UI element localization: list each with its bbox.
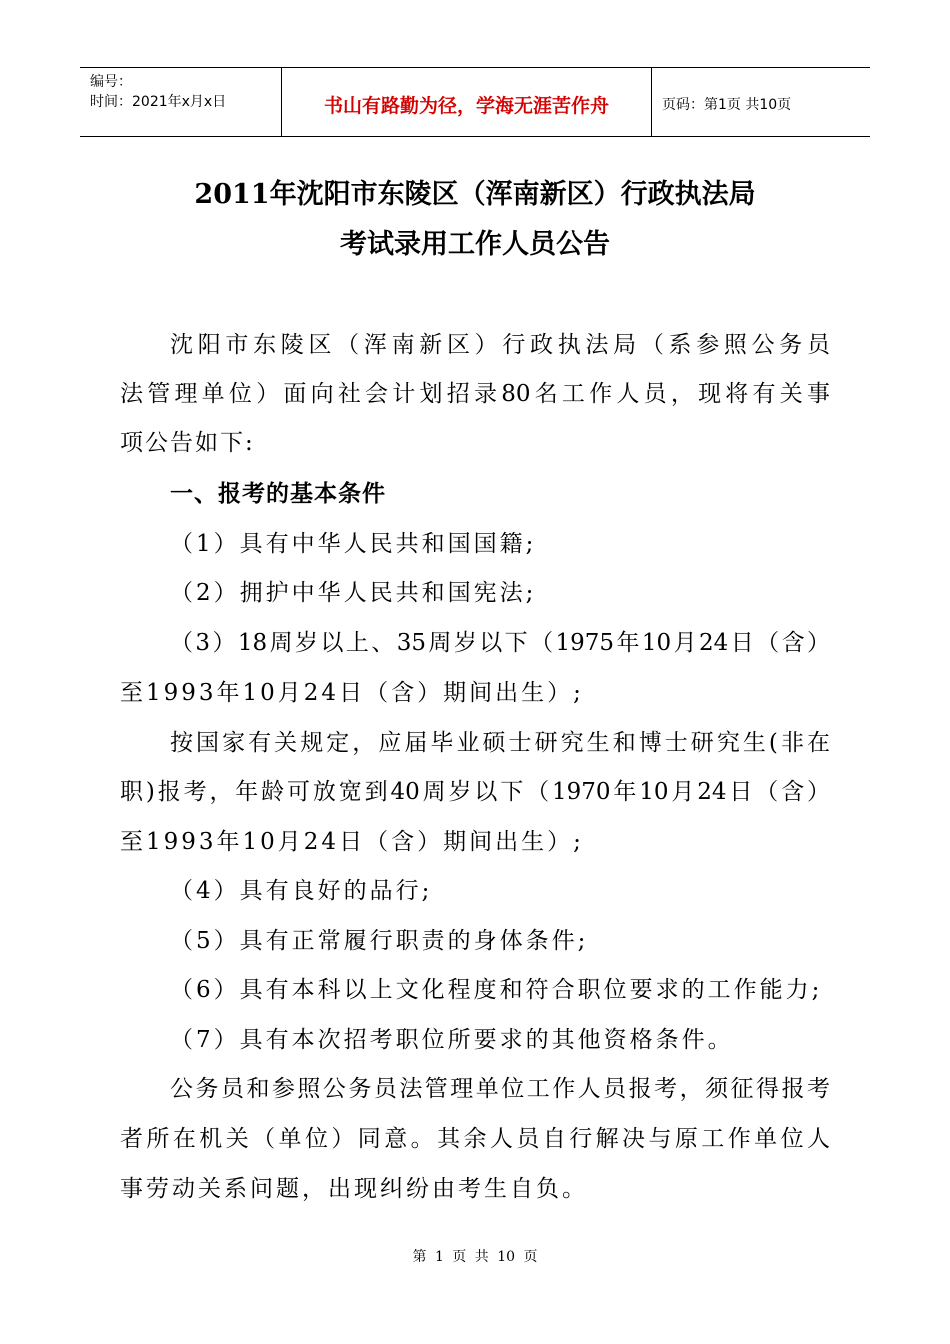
consent-line-1: 公务员和参照公务员法管理单位工作人员报考，须征得报考 [170,1076,830,1102]
condition-5: （5）具有正常履行职责的身体条件; [170,928,589,954]
condition-4: （4）具有良好的品行; [170,878,433,904]
condition-3-line-2: 至1993年10月24日（含）期间出生）; [120,680,584,706]
note-line-3: 至1993年10月24日（含）期间出生）; [120,829,584,855]
document-title-line2: 考试录用工作人员公告 [340,229,610,260]
intro-line-2: 法管理单位）面向社会计划招录80名工作人员，现将有关事 [120,381,830,407]
header-number-label: 编号： [90,74,132,90]
note-line-2: 职)报考，年龄可放宽到40周岁以下（1970年10月24日（含） [120,779,830,805]
condition-7: （7）具有本次招考职位所要求的其他资格条件。 [170,1027,734,1053]
intro-line-1: 沈阳市东陵区（浑南新区）行政执法局（系参照公务员 [170,332,830,358]
document-title-line1: 2011年沈阳市东陵区（浑南新区）行政执法局 [194,179,756,210]
header-page-info: 页码：第1页 共10页 [662,97,792,113]
condition-3-line-1: （3）18周岁以上、35周岁以下（1975年10月24日（含） [170,630,830,656]
header-time-label: 时间：2021年x月x日 [90,94,227,110]
header-meta [80,68,282,136]
intro-line-3: 项公告如下: [120,430,255,456]
condition-2: （2）拥护中华人民共和国宪法; [170,580,537,606]
section-heading-basic-conditions: 一、报考的基本条件 [170,481,386,507]
header-motto: 书山有路勤为径，学海无涯苦作舟 [282,68,652,136]
condition-1: （1）具有中华人民共和国国籍; [170,531,537,557]
note-line-1: 按国家有关规定，应届毕业硕士研究生和博士研究生(非在 [170,730,830,756]
page-header [80,67,870,137]
condition-6: （6）具有本科以上文化程度和符合职位要求的工作能力; [170,977,823,1003]
consent-line-2: 者所在机关（单位）同意。其余人员自行解决与原工作单位人 [120,1126,830,1152]
page-footer: 第 1 页 共 10 页 [412,1249,538,1265]
consent-line-3: 事劳动关系问题，出现纠纷由考生自负。 [120,1176,588,1202]
